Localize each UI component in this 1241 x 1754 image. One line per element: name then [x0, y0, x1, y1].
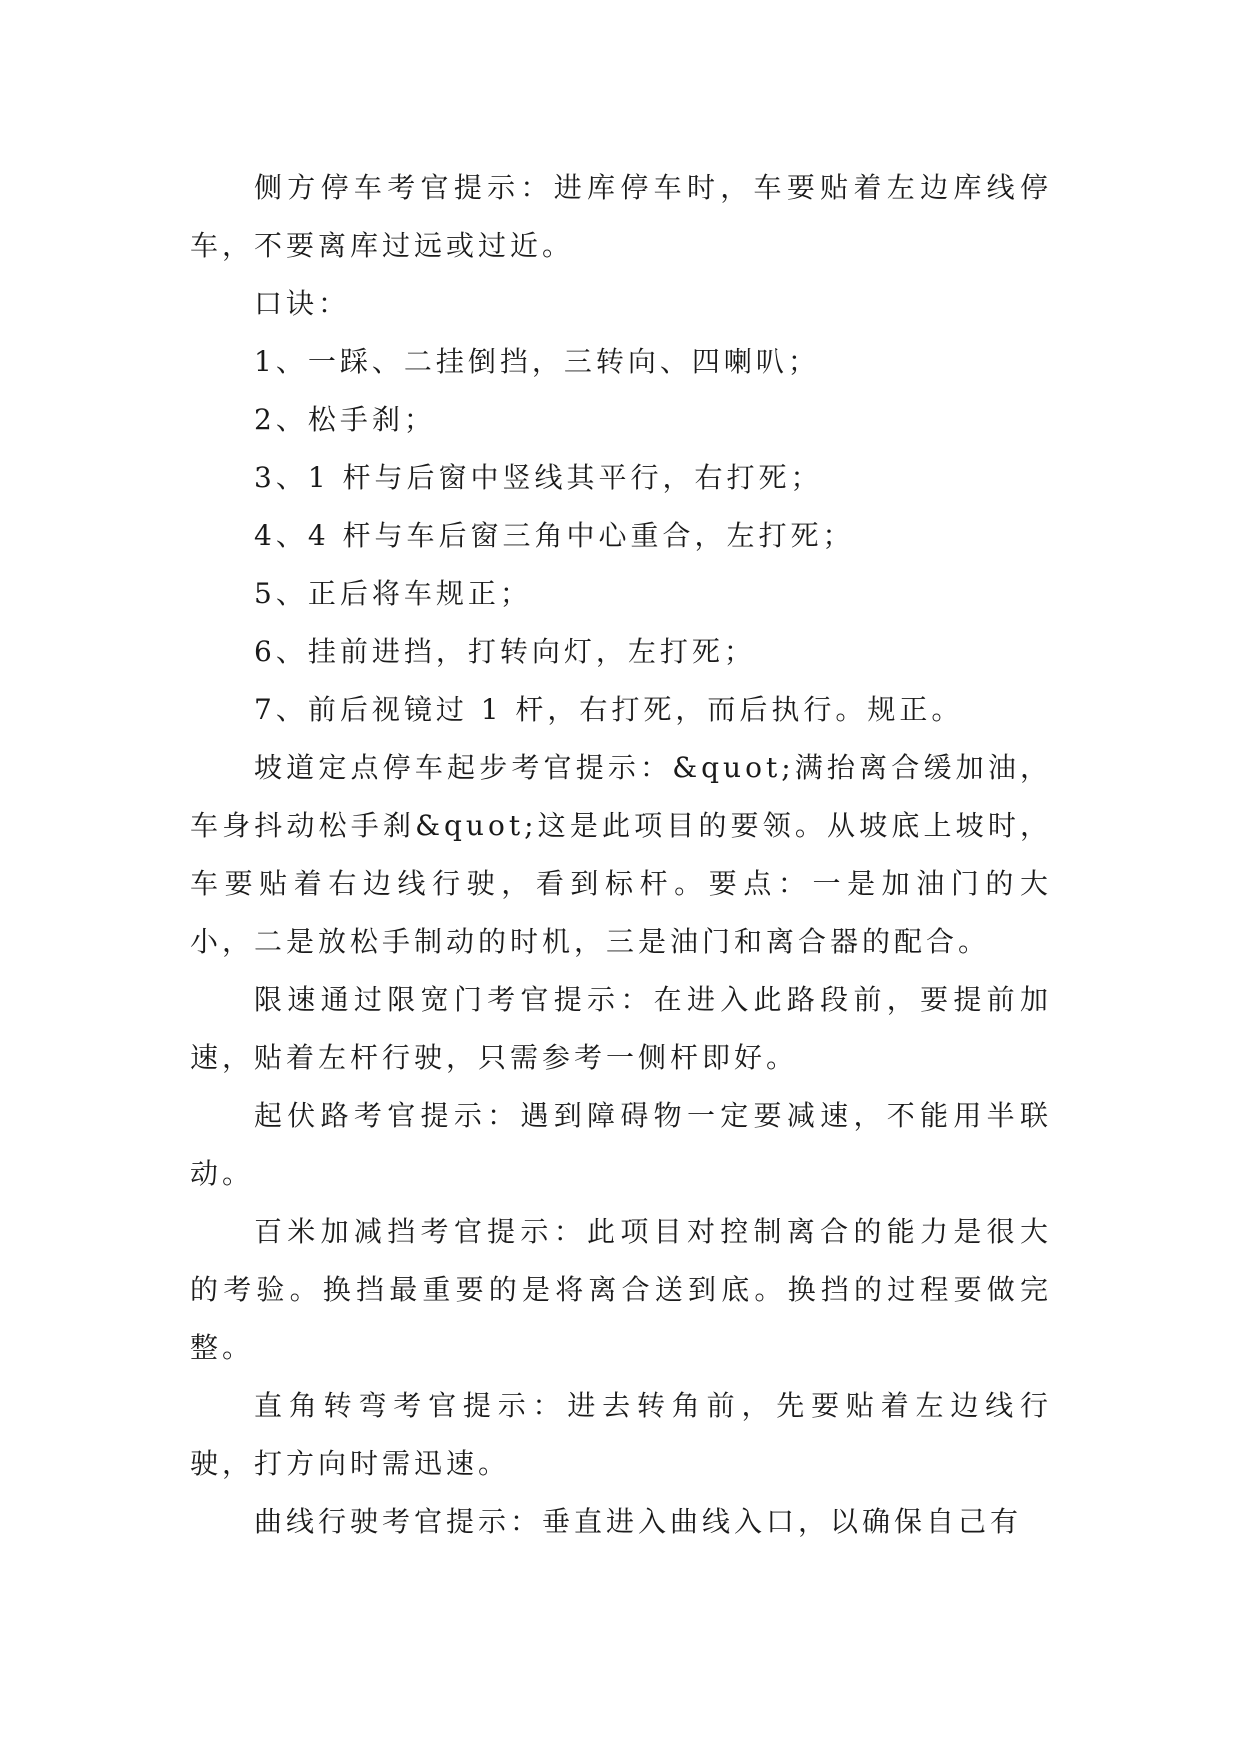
paragraph-step-3: 3、1 杆与后窗中竖线其平行，右打死； — [254, 461, 823, 494]
paragraph-gear-shift-tip: 百米加减挡考官提示：此项目对控制离合的能力是很大的考验。换挡最重要的是将离合送到底。换挡的过程要做完整。 — [190, 1215, 1052, 1364]
paragraph-side-parking-tip: 侧方停车考官提示：进库停车时，车要贴着左边库线停车，不要离库过远或过近。 — [190, 171, 1052, 262]
paragraph-bumpy-road-tip: 起伏路考官提示：遇到障碍物一定要减速，不能用半联动。 — [190, 1099, 1052, 1190]
paragraph-curve-driving-tip: 曲线行驶考官提示：垂直进入曲线入口，以确保自己有 — [254, 1505, 1023, 1538]
paragraph-step-1: 1、一踩、二挂倒挡，三转向、四喇叭； — [254, 345, 820, 378]
paragraph-step-5: 5、正后将车规正； — [254, 577, 532, 610]
paragraph-right-angle-turn-tip: 直角转弯考官提示：进去转角前，先要贴着左边线行驶，打方向时需迅速。 — [190, 1389, 1052, 1480]
paragraph-step-7: 7、前后视镜过 1 杆，右打死，而后执行。规正。 — [254, 693, 964, 726]
paragraph-mnemonic-heading: 口诀： — [254, 287, 351, 320]
paragraph-step-6: 6、挂前进挡，打转向灯，左打死； — [254, 635, 756, 668]
paragraph-step-2: 2、松手刹； — [254, 403, 436, 436]
paragraph-step-4: 4、4 杆与车后窗三角中心重合，左打死； — [254, 519, 855, 552]
document-body — [190, 159, 1052, 1551]
paragraph-width-gate-tip: 限速通过限宽门考官提示：在进入此路段前，要提前加速，贴着左杆行驶，只需参考一侧杆即好。 — [190, 983, 1052, 1074]
paragraph-hill-start-tip: 坡道定点停车起步考官提示：&quot;满抬离合缓加油，车身抖动松手刹&quot;这是此项目的要领。从坡底上坡时，车要贴着右边线行驶，看到标杆。要点：一是加油门的大小，二是放松手制动的时机，三是油门和离合器的配合。 — [190, 751, 1052, 958]
